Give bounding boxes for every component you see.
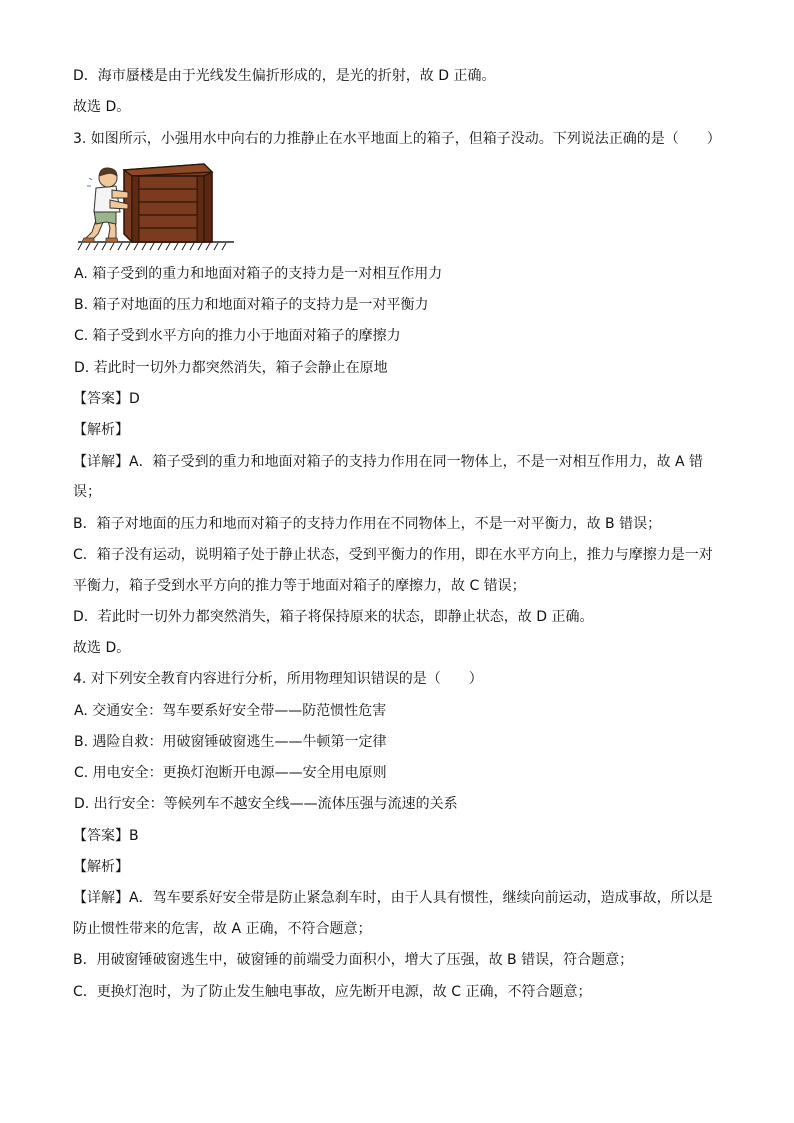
- analysis-label: 【解析】: [73, 422, 129, 438]
- explanation-line: C．更换灯泡时，为了防止发生触电事故，应先断开电源，故 C 正确，不符合题意；: [73, 984, 592, 1000]
- question-3-stem: 3. 如图所示，小强用水中向右的力推静止在水平地面上的箱子，但箱子没动。下列说法正确的是（ ）: [73, 131, 721, 147]
- explanation-line: 平衡力，箱子受到水平方向的推力等于地面对箱子的摩擦力，故 C 错误；: [73, 578, 526, 594]
- ground-hatch: [78, 243, 226, 250]
- explanation-line: 误；: [73, 484, 101, 500]
- option-a: A. 交通安全：驾车要系好安全带——防范惯性危害: [74, 703, 387, 719]
- text-line: D．海市蜃楼是由于光线发生偏折形成的，是光的折射，故 D 正确。: [73, 68, 496, 84]
- text-line: 故选 D。: [73, 640, 131, 656]
- explanation-line: B．用破窗锤破窗逃生中，破窗锤的前端受力面积小，增大了压强，故 B 错误，符合题意；: [73, 952, 634, 968]
- option-d: D. 若此时一切外力都突然消失，箱子会静止在原地: [74, 360, 388, 376]
- option-d: D. 出行安全：等候列车不越安全线——流体压强与流速的关系: [74, 796, 458, 812]
- boy-figure: [82, 168, 128, 242]
- option-c: C. 箱子受到水平方向的推力小于地面对箱子的摩擦力: [74, 328, 401, 344]
- text-line: 故选 D。: [73, 99, 131, 115]
- explanation-line: 【详解】A．箱子受到的重力和地面对箱子的支持力作用在同一物体上，不是一对相互作用力，故 A 错: [73, 454, 704, 470]
- explanation-line: 【详解】A．驾车要系好安全带是防止紧急刹车时，由于人具有惯性，继续向前运动，造成事故，所以是: [73, 890, 713, 906]
- explanation-line: C．箱子没有运动，说明箱子处于静止状态，受到平衡力的作用，即在水平方向上，推力与摩擦力是一对: [73, 547, 713, 563]
- analysis-label: 【解析】: [73, 859, 129, 875]
- answer-label: 【答案】B: [73, 828, 139, 844]
- answer-label: 【答案】D: [73, 391, 140, 407]
- option-b: B. 遇险自救：用破窗锤破窗逃生——牛顿第一定律: [74, 734, 387, 750]
- explanation-line: D．若此时一切外力都突然消失，箱子将保持原来的状态，即静止状态，故 D 正确。: [73, 609, 594, 625]
- option-a: A. 箱子受到的重力和地面对箱子的支持力是一对相互作用力: [74, 266, 443, 282]
- question-4-stem: 4. 对下列安全教育内容进行分析，所用物理知识错误的是（ ）: [73, 671, 483, 687]
- explanation-line: 防止惯性带来的危害，故 A 正确，不符合题意；: [73, 921, 372, 937]
- option-b: B. 箱子对地面的压力和地面对箱子的支持力是一对平衡力: [74, 297, 429, 313]
- option-c: C. 用电安全：更换灯泡断开电源——安全用电原则: [74, 765, 387, 781]
- boy-pushing-crate-figure: [76, 158, 236, 254]
- explanation-line: B．箱子对地面的压力和地而对箱子的支持力作用在不同物体上，不是一对平衡力，故 B 错误；: [73, 516, 662, 532]
- wooden-crate: [124, 164, 212, 242]
